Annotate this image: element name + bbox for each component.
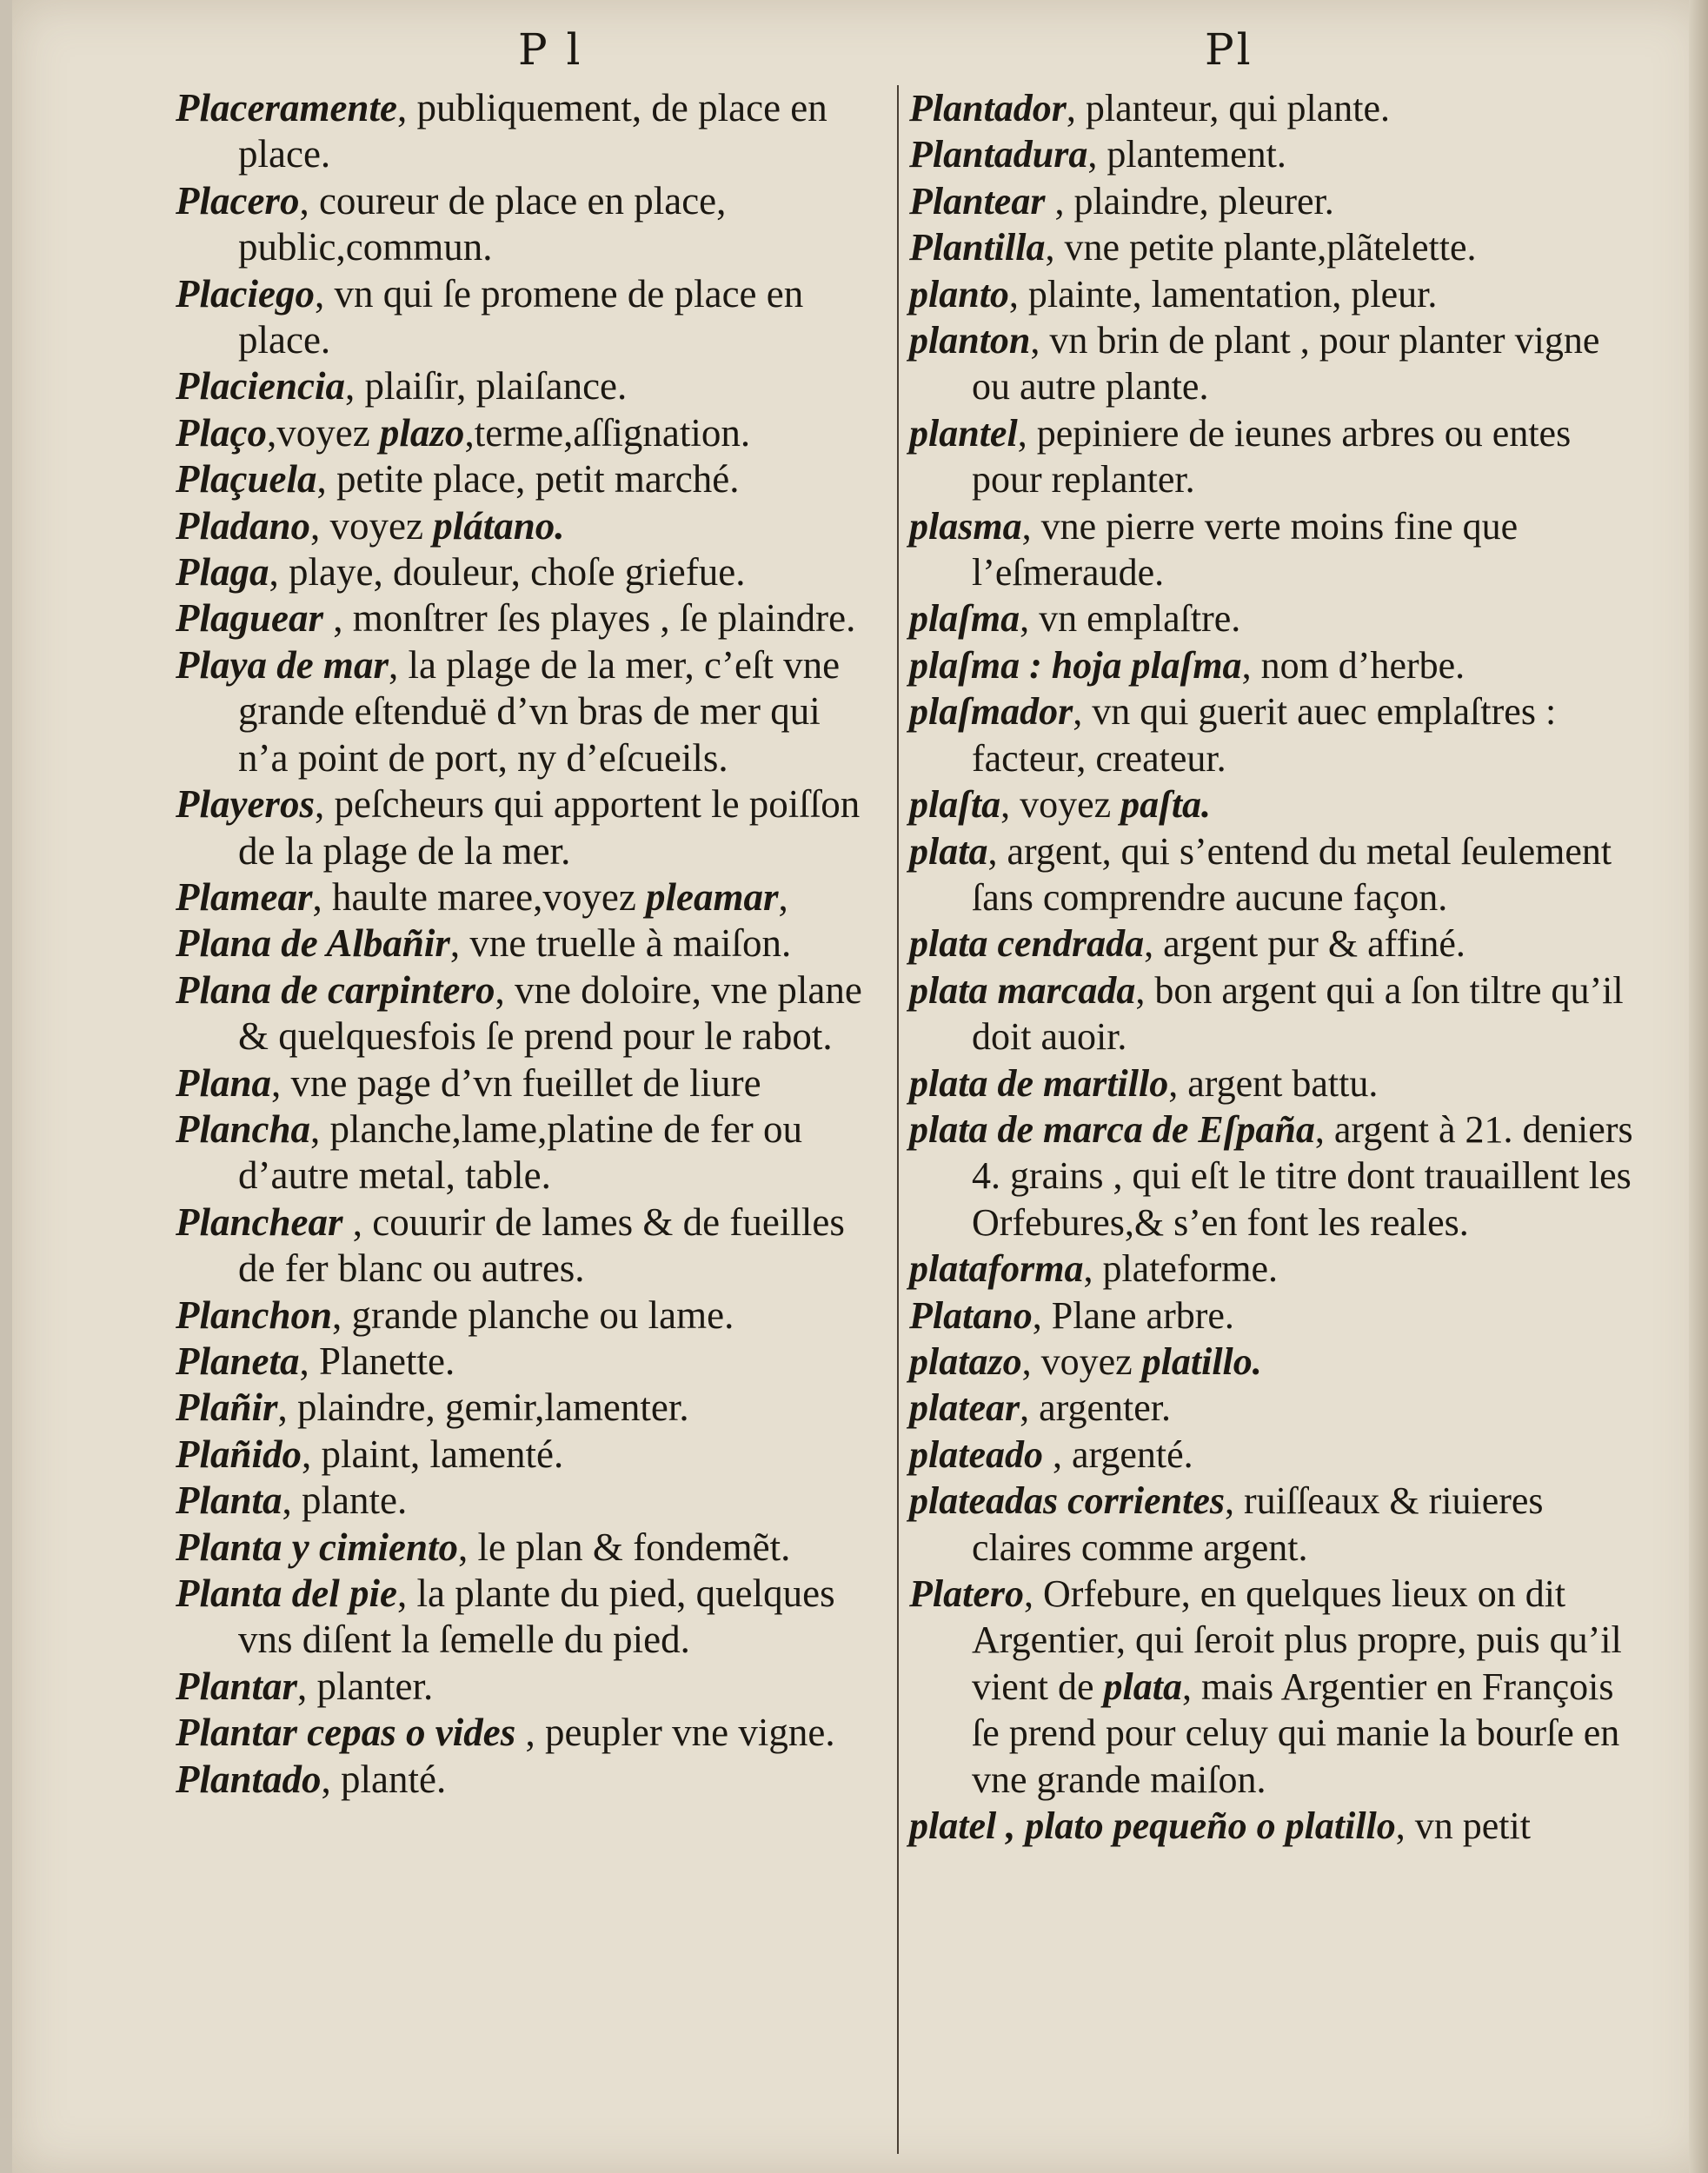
dictionary-entry — [909, 178, 1635, 224]
dictionary-entry — [176, 271, 880, 364]
left-column — [176, 85, 880, 2154]
entry-headword: plaſta — [909, 783, 1001, 827]
dictionary-entry — [909, 1385, 1635, 1431]
entry-headword: planton — [909, 319, 1031, 362]
entry-definition: , vn emplaſtre. — [1020, 597, 1241, 641]
entry-headword: Plana — [176, 1060, 272, 1105]
entry-headword: Playa de mar — [176, 642, 389, 687]
entry-headword: Plamear — [176, 874, 313, 919]
dictionary-entry — [176, 781, 880, 874]
entry-headword: Plantado — [176, 1757, 322, 1801]
dictionary-entry — [176, 503, 880, 549]
dictionary-entry — [176, 920, 880, 967]
dictionary-entry — [909, 781, 1635, 827]
entry-definition: , bon argent qui a ſon tiltre qu’il doit auoir. — [972, 968, 1624, 1059]
entry-definition: , plateforme. — [1083, 1247, 1279, 1291]
entry-headword: Planchear — [176, 1199, 343, 1244]
entry-definition: ,voyez — [266, 410, 380, 455]
entry-definition: , argent à 21. deniers 4. grains , qui eſt le titre dont trauaillent les Orfebures,& s’en font les reales. — [972, 1107, 1633, 1244]
entry-headword: Plañido — [176, 1432, 302, 1476]
entry-definition: , vn petit — [1395, 1804, 1531, 1848]
entry-headword: Plantear — [909, 179, 1046, 223]
entry-definition: , plaindre, pleurer. — [1045, 179, 1334, 223]
dictionary-entry — [176, 1339, 880, 1385]
entry-cross-reference: paſta. — [1120, 783, 1212, 827]
entry-headword: plata de marca de Eſpaña — [909, 1107, 1315, 1151]
entry-definition: , planté. — [321, 1757, 447, 1801]
entry-definition: , ruiſſeaux & riuieres claires comme argent. — [972, 1479, 1544, 1569]
entry-headword: Plana de Albañir — [176, 921, 450, 966]
dictionary-entry — [176, 642, 880, 781]
entry-definition: , plante. — [282, 1479, 408, 1523]
dictionary-entry — [909, 1060, 1635, 1106]
dictionary-entry — [176, 1571, 880, 1664]
entry-headword: Plantar — [176, 1664, 298, 1708]
entry-definition-continued: , mais Argentier en François ſe prend pour celuy qui manie la bourſe en vne grande maiſon. — [972, 1665, 1620, 1801]
dictionary-entry — [176, 1710, 880, 1756]
entry-definition: , vne doloire, vne plane & quelquesfois ſe prend pour le rabot. — [238, 967, 862, 1059]
entry-headword: Plantilla — [909, 226, 1046, 269]
dictionary-entry — [176, 1432, 880, 1478]
dictionary-entry — [176, 967, 880, 1060]
entry-definition: , monſtrer ſes playes , ſe plaindre. — [323, 596, 856, 641]
entry-headword: plata marcada — [909, 968, 1136, 1012]
dictionary-entry — [909, 920, 1635, 967]
entry-definition: , voyez — [1021, 1339, 1142, 1383]
dictionary-entry — [909, 688, 1635, 781]
entry-headword: Plaçuela — [176, 457, 317, 502]
dictionary-entry — [176, 874, 880, 920]
entry-definition: , plaindre, gemir,lamenter. — [277, 1386, 689, 1430]
dictionary-entry — [176, 1664, 880, 1710]
entry-definition: , vne petite plante,plãtelette. — [1045, 226, 1477, 269]
entry-headword: Planta — [176, 1479, 282, 1523]
dictionary-entry — [909, 503, 1635, 596]
entry-headword: plaſma : hoja plaſma — [909, 643, 1242, 687]
dictionary-entry — [909, 1478, 1635, 1571]
dictionary-entry — [176, 1293, 880, 1339]
dictionary-entry — [176, 1199, 880, 1293]
entry-definition: , peſcheurs qui apportent le poiſſon de la plage de la mer. — [238, 782, 861, 873]
dictionary-entry — [176, 1106, 880, 1199]
dictionary-entry — [909, 595, 1635, 641]
entry-headword: Plaga — [176, 550, 269, 595]
entry-headword: Placero — [176, 178, 300, 223]
dictionary-entry — [909, 1803, 1635, 1849]
dictionary-entry — [909, 224, 1635, 270]
dictionary-entry — [176, 85, 880, 178]
entry-definition: , argenter. — [1020, 1386, 1172, 1430]
entry-definition: , vne truelle à maiſon. — [449, 921, 792, 966]
dictionary-entry — [909, 271, 1635, 317]
entry-headword: Planeta — [176, 1339, 300, 1383]
entry-definition: , argent, qui s’entend du metal ſeulement ſans comprendre aucune façon. — [972, 829, 1612, 919]
entry-definition: , vne pierre verte moins fine que l’eſmeraude. — [972, 504, 1519, 595]
entry-headword: plasma — [909, 504, 1022, 548]
entry-headword: Planta y cimiento — [176, 1525, 458, 1569]
dictionary-entry — [909, 410, 1635, 503]
entry-definition: , plainte, lamentation, pleur. — [1008, 272, 1438, 316]
entry-cross-reference: plata — [1103, 1665, 1182, 1708]
entry-headword: Plañir — [176, 1386, 278, 1430]
entry-definition: , plaint, lamenté. — [302, 1432, 564, 1476]
right-column — [897, 85, 1635, 2154]
dictionary-entry — [909, 1432, 1635, 1478]
dictionary-entry — [909, 131, 1635, 177]
dictionary-entry — [909, 967, 1635, 1060]
entry-headword: Plantador — [909, 87, 1067, 130]
entry-definition: , haulte maree,voyez — [312, 874, 647, 919]
dictionary-entry — [909, 828, 1635, 921]
entry-definition: , planter. — [297, 1664, 434, 1708]
dictionary-entry — [909, 642, 1635, 688]
binding-edge — [1689, 0, 1708, 2173]
entry-cross-reference: pleamar — [646, 874, 779, 919]
entry-definition: , Planette. — [299, 1339, 455, 1383]
entry-headword: plaſma — [909, 597, 1020, 641]
entry-definition: , plaiſir, plaiſance. — [344, 364, 628, 409]
entry-headword: plaſmador — [909, 690, 1073, 734]
entry-headword: planto — [909, 272, 1009, 316]
entry-headword: Plaguear — [176, 596, 324, 641]
entry-headword: Planta del pie — [176, 1572, 397, 1615]
running-head-right: Pl — [1205, 24, 1253, 75]
entry-headword: Platano — [909, 1293, 1033, 1337]
dictionary-entry — [909, 85, 1635, 131]
dictionary-entry — [909, 1246, 1635, 1292]
entry-definition-continued: , — [778, 874, 788, 919]
entry-cross-reference: platillo. — [1141, 1339, 1262, 1383]
entry-definition: , Orfebure, en quelques lieux on dit Argentier, qui ſeroit plus propre, puis qu’il vient de — [972, 1572, 1622, 1708]
dictionary-entry — [176, 595, 880, 641]
running-head-left: P l — [518, 24, 583, 75]
entry-headword: Playeros — [176, 782, 315, 827]
entry-definition: , vn brin de plant , pour planter vigne ou autre plante. — [972, 319, 1600, 409]
dictionary-entry — [176, 178, 880, 271]
entry-definition: , vne page d’vn fueillet de liure — [271, 1060, 761, 1105]
entry-definition: , petite place, petit marché. — [316, 457, 740, 502]
entry-headword: Plantadura — [909, 133, 1088, 176]
entry-cross-reference: plátano. — [433, 503, 565, 548]
entry-headword: plata — [909, 829, 988, 873]
dictionary-entry — [909, 1293, 1635, 1339]
entry-headword: plateado — [909, 1432, 1043, 1476]
dictionary-entry — [909, 1339, 1635, 1385]
entry-definition: , planche,lame,platine de fer ou d’autre metal, table. — [238, 1106, 803, 1198]
dictionary-entry — [176, 456, 880, 502]
entry-headword: plateadas corrientes — [909, 1479, 1225, 1523]
entry-definition: , playe, douleur, choſe griefue. — [269, 550, 746, 595]
entry-definition: , argenté. — [1042, 1432, 1193, 1476]
dictionary-entry — [176, 1385, 880, 1431]
dictionary-entry — [176, 363, 880, 409]
entry-headword: plata de martillo — [909, 1061, 1169, 1105]
entry-definition: , vn qui ſe promene de place en place. — [238, 271, 804, 362]
entry-headword: Plana de carpintero — [176, 967, 495, 1012]
dictionary-page — [12, 0, 1708, 2173]
entry-headword: plataforma — [909, 1247, 1084, 1291]
entry-definition: , nom d’herbe. — [1241, 643, 1465, 687]
entry-headword: Placiego — [176, 271, 315, 316]
entry-definition: , voyez — [310, 503, 434, 548]
entry-headword: Plancha — [176, 1106, 311, 1151]
entry-definition: , la plage de la mer, c’eſt vne grande eſtenduë d’vn bras de mer qui n’a point de port, ny d’eſcueils. — [238, 642, 841, 780]
entry-definition: , Plane arbre. — [1032, 1293, 1234, 1337]
dictionary-entry — [909, 317, 1635, 410]
entry-headword: plata cendrada — [909, 922, 1145, 966]
entry-headword: Placeramente — [176, 86, 397, 130]
dictionary-entry — [176, 549, 880, 595]
entry-definition: , planteur, qui plante. — [1066, 87, 1391, 130]
entry-headword: platazo — [909, 1339, 1022, 1383]
dictionary-entry — [176, 1525, 880, 1571]
entry-headword: platear — [909, 1386, 1020, 1430]
entry-definition-continued: ,terme,aſſignation. — [464, 410, 751, 455]
entry-definition: , argent pur & affiné. — [1144, 922, 1465, 966]
entry-headword: Plantar cepas o vides — [176, 1711, 516, 1755]
dictionary-entry — [176, 1060, 880, 1106]
entry-headword: Placiencia — [176, 364, 345, 409]
entry-definition: , couurir de lames & de fueilles de fer blanc ou autres. — [238, 1199, 845, 1291]
entry-cross-reference: plazo — [379, 410, 465, 455]
entry-definition: , peupler vne vigne. — [515, 1711, 835, 1755]
dictionary-entry — [909, 1571, 1635, 1803]
entry-definition: , argent battu. — [1168, 1061, 1379, 1105]
entry-definition: , vn qui guerit auec emplaſtres : facteur, createur. — [972, 690, 1557, 780]
entry-headword: Planchon — [176, 1293, 333, 1337]
dictionary-entry — [909, 1106, 1635, 1246]
dictionary-entry — [176, 1478, 880, 1524]
entry-headword: Platero — [909, 1572, 1024, 1615]
entry-headword: Plaço — [176, 410, 267, 455]
entry-headword: Pladano — [176, 503, 311, 548]
entry-definition: , la plante du pied, quelques vns diſent la ſemelle du pied. — [238, 1572, 835, 1662]
entry-definition: , pepiniere de ieunes arbres ou entes pour replanter. — [972, 411, 1572, 502]
dictionary-entry — [176, 1757, 880, 1803]
entry-definition: , publiquement, de place en place. — [238, 86, 827, 176]
entry-definition: , grande planche ou lame. — [332, 1293, 734, 1337]
entry-headword: platel , plato pequeño o platillo — [909, 1804, 1396, 1848]
entry-definition: , coureur de place en place, public,commun. — [238, 178, 727, 269]
entry-definition: , voyez — [1000, 783, 1121, 827]
entry-headword: plantel — [909, 411, 1018, 455]
entry-definition: , plantement. — [1087, 133, 1286, 176]
entry-definition: , le plan & fondemẽt. — [457, 1525, 791, 1569]
dictionary-entry — [176, 410, 880, 456]
